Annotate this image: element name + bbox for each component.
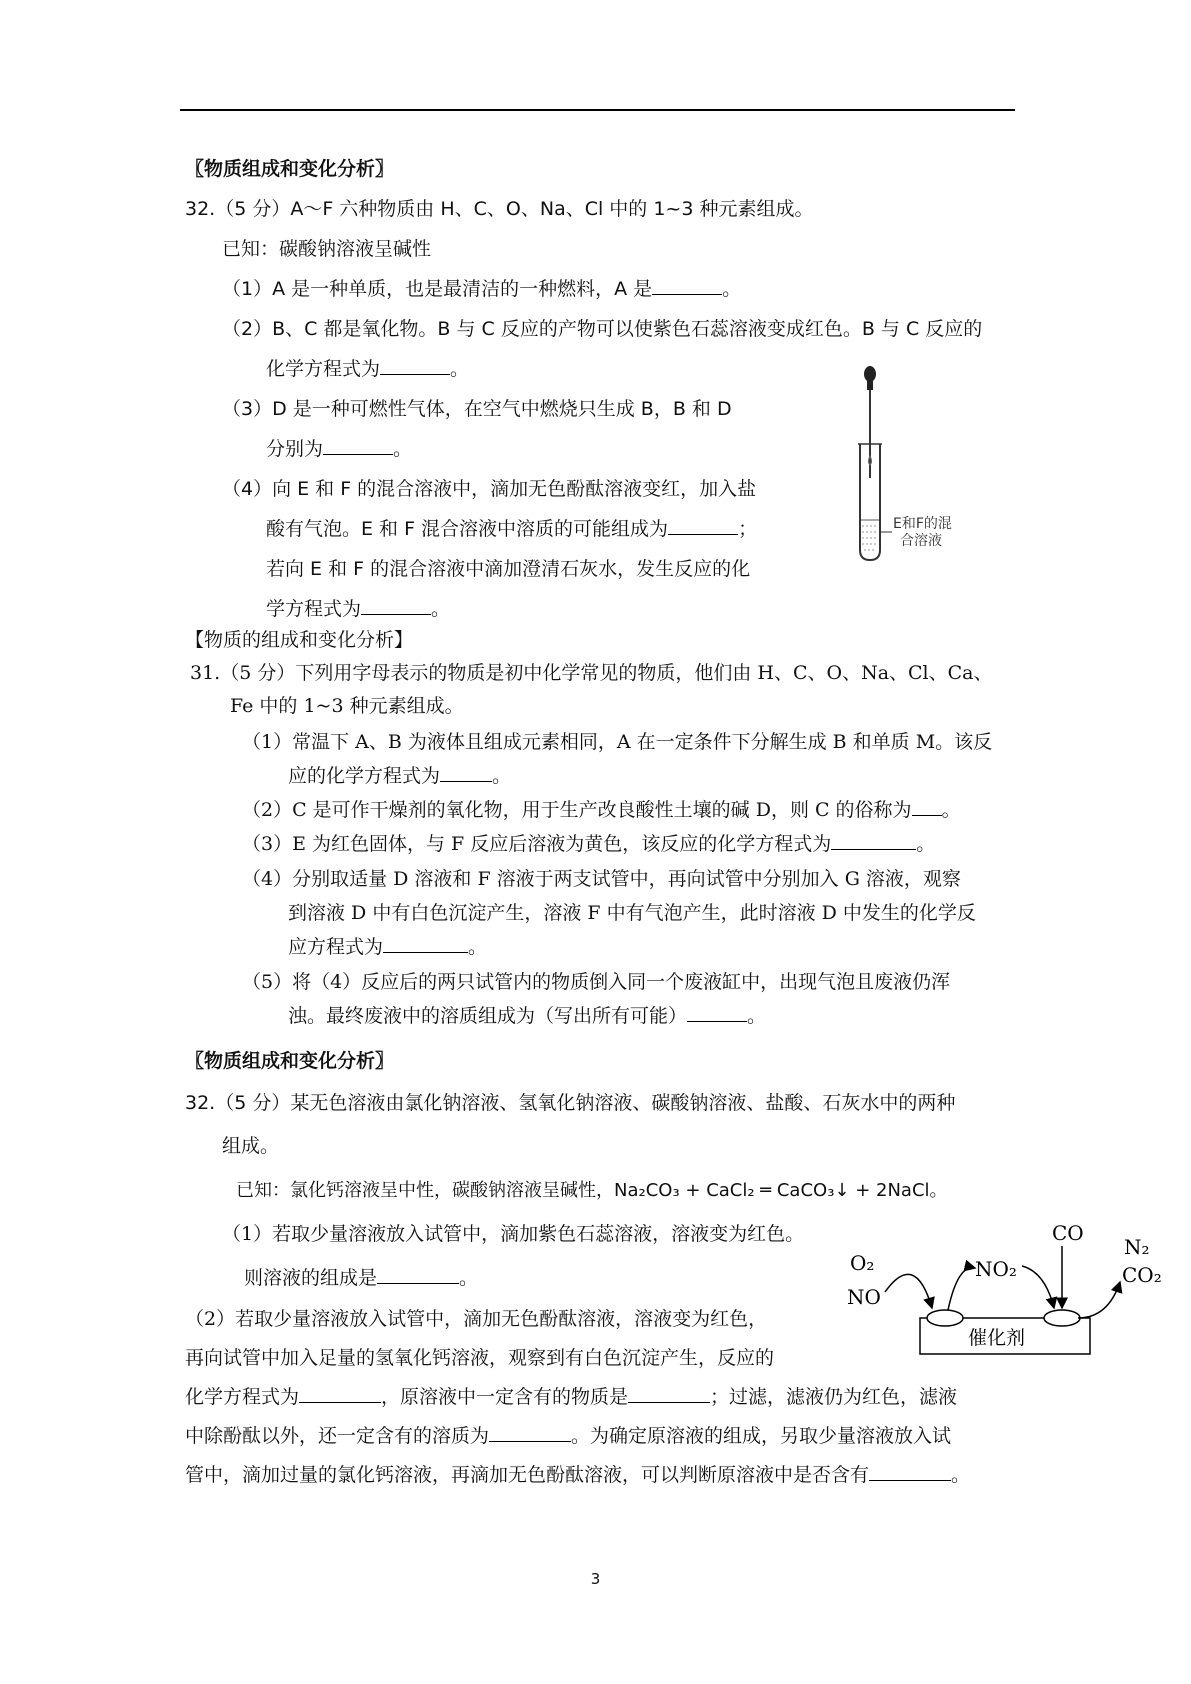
section-2-p4b: 到溶液 D 中有白色沉淀产生，溶液 F 中有气泡产生，此时溶液 D 中发生的化学反 xyxy=(288,902,976,924)
answer-blank[interactable] xyxy=(652,276,722,295)
section-3-heading: 〖物质组成和变化分析〗 xyxy=(185,1050,395,1072)
section-1-p1: （1）A 是一种单质，也是最清洁的一种燃料，A 是 。 xyxy=(222,278,742,300)
section-1-p4b: 酸有气泡。E 和 F 混合溶液中溶质的可能组成为 ； xyxy=(266,518,758,540)
section-1-p4d: 学方程式为 。 xyxy=(266,598,451,620)
section-3-p2c: 化学方程式为 ，原溶液中一定含有的物质是 ；过滤，滤液仍为红色，滤液 xyxy=(185,1386,958,1408)
section-2-question-a: 31.（5 分）下列用字母表示的物质是初中化学常见的物质，他们由 H、C、O、Na、Cl、Ca、 xyxy=(190,662,993,684)
section-1-p4c: 若向 E 和 F 的混合溶液中滴加澄清石灰水，发生反应的化 xyxy=(266,558,751,580)
section-2-p1a: （1）常温下 A、B 为液体且组成元素相同，A 在一定条件下分解生成 B 和单质 M。该反 xyxy=(242,731,993,753)
section-2-p4c: 应方程式为 。 xyxy=(288,936,488,958)
section-2-heading: 【物质的组成和变化分析】 xyxy=(185,629,414,651)
label-o2: O₂ xyxy=(850,1251,875,1275)
header-rule xyxy=(180,109,1015,111)
known-equation: Na₂CO₃ + CaCl₂ ═ CaCO₃↓ + 2NaCl xyxy=(614,1180,930,1201)
answer-blank[interactable] xyxy=(380,356,450,375)
answer-blank[interactable] xyxy=(668,516,738,535)
answer-blank[interactable] xyxy=(299,1384,381,1403)
section-3-p2b: 再向试管中加入足量的氢氧化钙溶液，观察到有白色沉淀产生，反应的 xyxy=(185,1347,775,1369)
answer-blank[interactable] xyxy=(440,763,492,782)
section-1-p4a: （4）向 E 和 F 的混合溶液中，滴加无色酚酞溶液变红，加入盐 xyxy=(222,478,757,500)
label-no: NO xyxy=(847,1285,881,1309)
label-catalyst: 催化剂 xyxy=(968,1327,1026,1349)
label-n2: N₂ xyxy=(1124,1235,1150,1259)
answer-blank[interactable] xyxy=(323,436,393,455)
section-3-p2e: 管中，滴加过量的氯化钙溶液，再滴加无色酚酞溶液，可以判断原溶液中是否含有 。 xyxy=(185,1464,971,1486)
answer-blank[interactable] xyxy=(831,831,916,850)
tube-label-line2: 合溶液 xyxy=(900,533,942,549)
answer-blank[interactable] xyxy=(912,797,942,816)
section-2-p4a: （4）分别取适量 D 溶液和 F 溶液于两支试管中，再向试管中分别加入 G 溶液，观察 xyxy=(242,868,961,890)
section-2-p1b: 应的化学方程式为 。 xyxy=(288,765,512,787)
tube-label-line1: E和F的混 xyxy=(893,516,952,532)
section-3-question-b: 组成。 xyxy=(222,1135,280,1157)
answer-blank[interactable] xyxy=(687,1003,747,1022)
section-2-question-b: Fe 中的 1~3 种元素组成。 xyxy=(230,695,464,717)
section-3-p2d: 中除酚酞以外，还一定含有的溶质为 。为确定原溶液的组成，另取少量溶液放入试 xyxy=(185,1425,952,1447)
section-1-p2b: 化学方程式为 。 xyxy=(266,358,470,380)
section-3-known: 已知：氯化钙溶液呈中性，碳酸钠溶液呈碱性，Na₂CO₃ + CaCl₂ ═ CaCO₃↓ + 2NaCl。 xyxy=(236,1180,948,1201)
section-1-p3b: 分别为 。 xyxy=(266,438,413,460)
section-1-p2a: （2）B、C 都是氧化物。B 与 C 反应的产物可以使紫色石蕊溶液变成红色。B 与 C 反应的 xyxy=(222,318,983,340)
section-3-p1a: （1）若取少量溶液放入试管中，滴加紫色石蕊溶液，溶液变为红色。 xyxy=(222,1223,805,1245)
catalyst-reaction-diagram xyxy=(840,1220,1175,1360)
section-3-p2a: （2）若取少量溶液放入试管中，滴加无色酚酞溶液，溶液变为红色， xyxy=(185,1308,768,1330)
test-tube-dropper-illustration xyxy=(840,360,990,570)
answer-blank[interactable] xyxy=(361,596,431,615)
section-2-p3: （3）E 为红色固体，与 F 反应后溶液为黄色，该反应的化学方程式为 。 xyxy=(242,833,936,855)
answer-blank[interactable] xyxy=(628,1384,710,1403)
section-2-p5b: 浊。最终废液中的溶质组成为（写出所有可能） 。 xyxy=(288,1005,767,1027)
label-co2: CO₂ xyxy=(1122,1263,1162,1287)
section-1-known: 已知：碳酸钠溶液呈碱性 xyxy=(222,238,432,260)
section-1-p3a: （3）D 是一种可燃性气体，在空气中燃烧只生成 B，B 和 D xyxy=(222,398,732,420)
answer-blank[interactable] xyxy=(377,1265,459,1284)
label-co: CO xyxy=(1052,1221,1084,1245)
answer-blank[interactable] xyxy=(869,1462,951,1481)
section-2-p5a: （5）将（4）反应后的两只试管内的物质倒入同一个废液缸中，出现气泡且废液仍浑 xyxy=(242,971,951,993)
label-no2: NO₂ xyxy=(975,1257,1017,1281)
section-1-question: 32.（5 分）A～F 六种物质由 H、C、O、Na、Cl 中的 1~3 种元素组成。 xyxy=(185,198,814,220)
page-number: 3 xyxy=(590,1570,601,1588)
answer-blank[interactable] xyxy=(489,1423,571,1442)
section-2-p2: （2）C 是可作干燥剂的氧化物，用于生产改良酸性土壤的碱 D，则 C 的俗称为 。 xyxy=(242,799,961,821)
section-3-question-a: 32.（5 分）某无色溶液由氯化钠溶液、氢氧化钠溶液、碳酸钠溶液、盐酸、石灰水中的两种 xyxy=(185,1092,956,1114)
section-3-p1b: 则溶液的组成是 。 xyxy=(244,1267,479,1289)
section-1-heading: 〖物质组成和变化分析〗 xyxy=(185,158,395,180)
answer-blank[interactable] xyxy=(383,934,468,953)
